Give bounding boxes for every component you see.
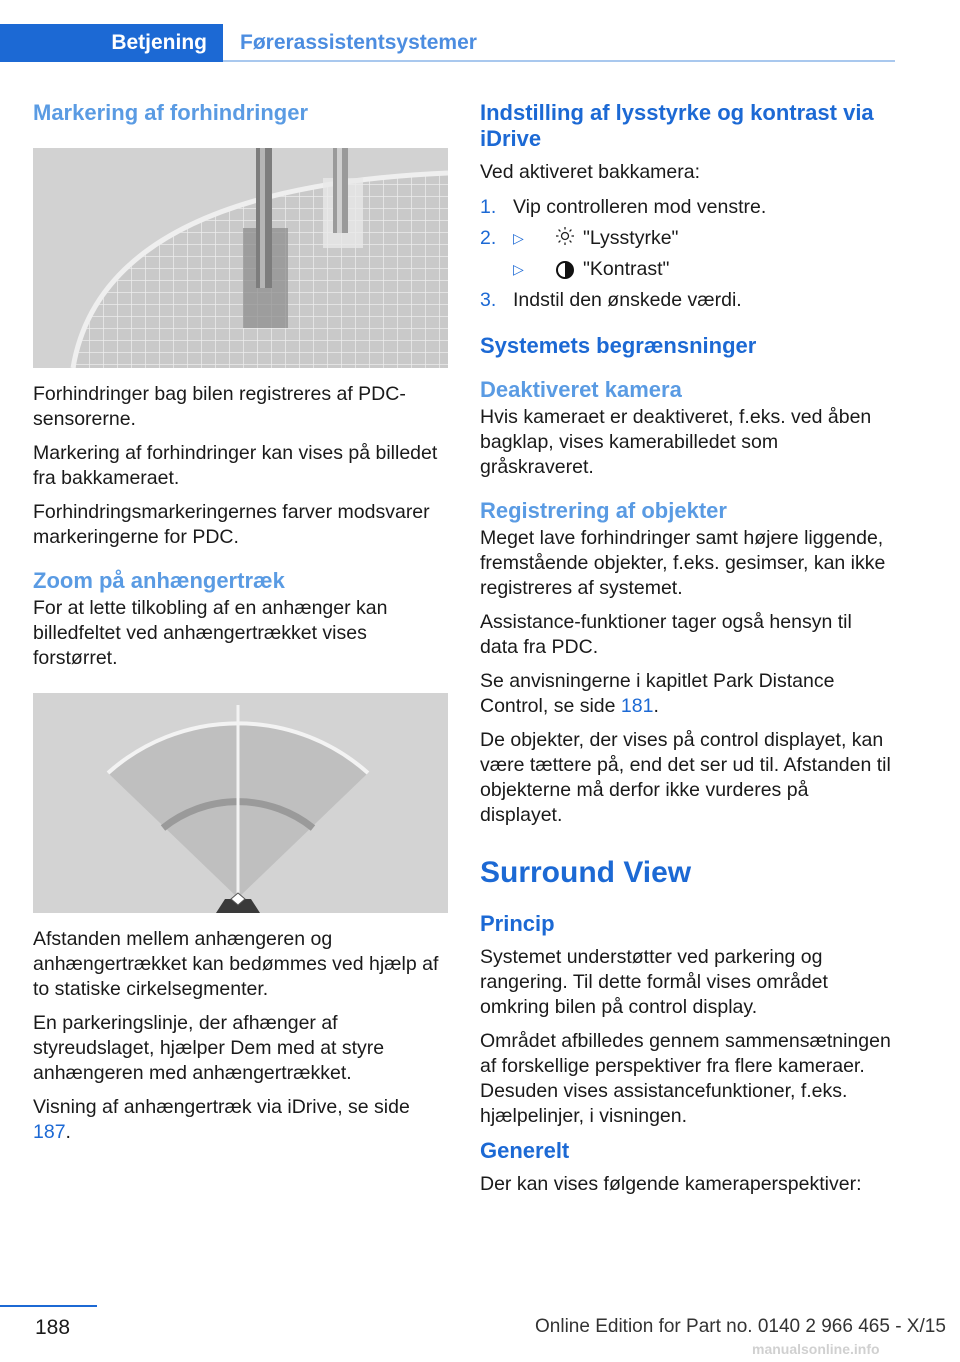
- heading-registrering: Registrering af objekter: [480, 498, 727, 523]
- left-column: [33, 100, 448, 1154]
- paragraph: Assistance-funktioner tager også hensyn til data fra PDC.: [480, 611, 852, 658]
- steps-list: [480, 195, 895, 313]
- list-item: ▷ "Kontrast": [513, 258, 670, 280]
- list-item: 2. ▷ "Lysstyrke": [480, 227, 679, 249]
- paragraph: Afstanden mellem anhængeren og anhængertrækket kan bedømmes ved hjælp af to statiske cirkelsegmenter.: [33, 928, 439, 1000]
- heading-markering: Markering af forhindringer: [33, 100, 309, 125]
- paragraph-with-link: Visning af anhængertræk via iDrive, se side 187.: [33, 1096, 410, 1143]
- paragraph: Der kan vises følgende kameraperspektiver:: [480, 1173, 862, 1195]
- figure-trailer-hitch-zoom: [33, 693, 448, 913]
- heading-begraensninger: Systemets begrænsninger: [480, 333, 757, 358]
- paragraph: Ved aktiveret bakkamera:: [480, 161, 701, 183]
- heading-indstilling: Indstilling af lysstyrke og kontrast via iDrive: [480, 100, 874, 151]
- brightness-icon: [547, 226, 583, 251]
- paragraph: Hvis kameraet er deaktiveret, f.eks. ved åben bagklap, vises kamerabilledet som gråskraveret.: [480, 406, 872, 478]
- heading-surround-view: Surround View: [480, 856, 692, 889]
- contrast-icon: [547, 260, 583, 280]
- right-column: [480, 100, 895, 1206]
- paragraph: For at lette tilkobling af en anhænger kan billedfeltet ved anhængertrækket vises forstørret.: [33, 597, 388, 669]
- page-number: 188: [35, 1316, 71, 1339]
- triangle-icon: ▷: [513, 230, 524, 246]
- paragraph: Området afbilledes gennem sammensætningen af forskellige perspektiver fra flere kameraer. Desuden vises assistancefunktioner, f.eks. hjælpelinjer, i visningen.: [480, 1030, 891, 1127]
- paragraph: De objekter, der vises på control displayet, kan være tættere på, end det ser ud til. Afstanden til objekterne må derfor ikke vurderes på displayet.: [480, 729, 891, 826]
- paragraph: Markering af forhindringer kan vises på billedet fra bakkameraet.: [33, 442, 438, 489]
- triangle-icon: ▷: [513, 261, 524, 277]
- paragraph: Forhindringsmarkeringernes farver modsvarer markeringerne for PDC.: [33, 501, 430, 548]
- heading-princip: Princip: [480, 911, 555, 936]
- paragraph: Forhindringer bag bilen registreres af PDC-sensorerne.: [33, 383, 406, 430]
- paragraph: Meget lave forhindringer samt højere liggende, fremstående objekter, f.eks. gesimser, kan ikke registreres af systemet.: [480, 527, 886, 599]
- page-link-187[interactable]: 187: [33, 1121, 66, 1143]
- tab-betjening[interactable]: Betjening: [0, 24, 223, 62]
- tab-underline: [223, 60, 895, 62]
- edition-text: Online Edition for Part no. 0140 2 966 465 - X/15: [535, 1316, 946, 1337]
- list-item: 3. Indstil den ønskede værdi.: [480, 289, 742, 311]
- header-tabs: [0, 24, 895, 62]
- trailer-hitch-illustration: [33, 693, 448, 913]
- page-link-181[interactable]: 181: [620, 695, 654, 717]
- paragraph: Systemet understøtter ved parkering og rangering. Til dette formål vises området omkring bilen på control display.: [480, 946, 828, 1018]
- list-item: 1. Vip controlleren mod venstre.: [480, 196, 767, 218]
- footer-rule: [0, 1305, 97, 1307]
- heading-deaktiveret: Deaktiveret kamera: [480, 377, 682, 402]
- watermark: manualsonline.info: [752, 1341, 880, 1357]
- paragraph: En parkeringslinje, der afhænger af styreudslaget, hjælper Dem med at styre anhængeren med anhængertrækket.: [33, 1012, 385, 1084]
- obstacle-marking-illustration: [33, 148, 448, 368]
- heading-generelt: Generelt: [480, 1138, 570, 1163]
- heading-zoom: Zoom på anhængertræk: [33, 568, 285, 593]
- figure-obstacle-marking: [33, 148, 448, 368]
- paragraph-with-link: Se anvisningerne i kapitlet Park Distance Control, se side 181.: [480, 670, 835, 717]
- tab-forerassistentsystemer[interactable]: Førerassistentsystemer: [240, 31, 477, 54]
